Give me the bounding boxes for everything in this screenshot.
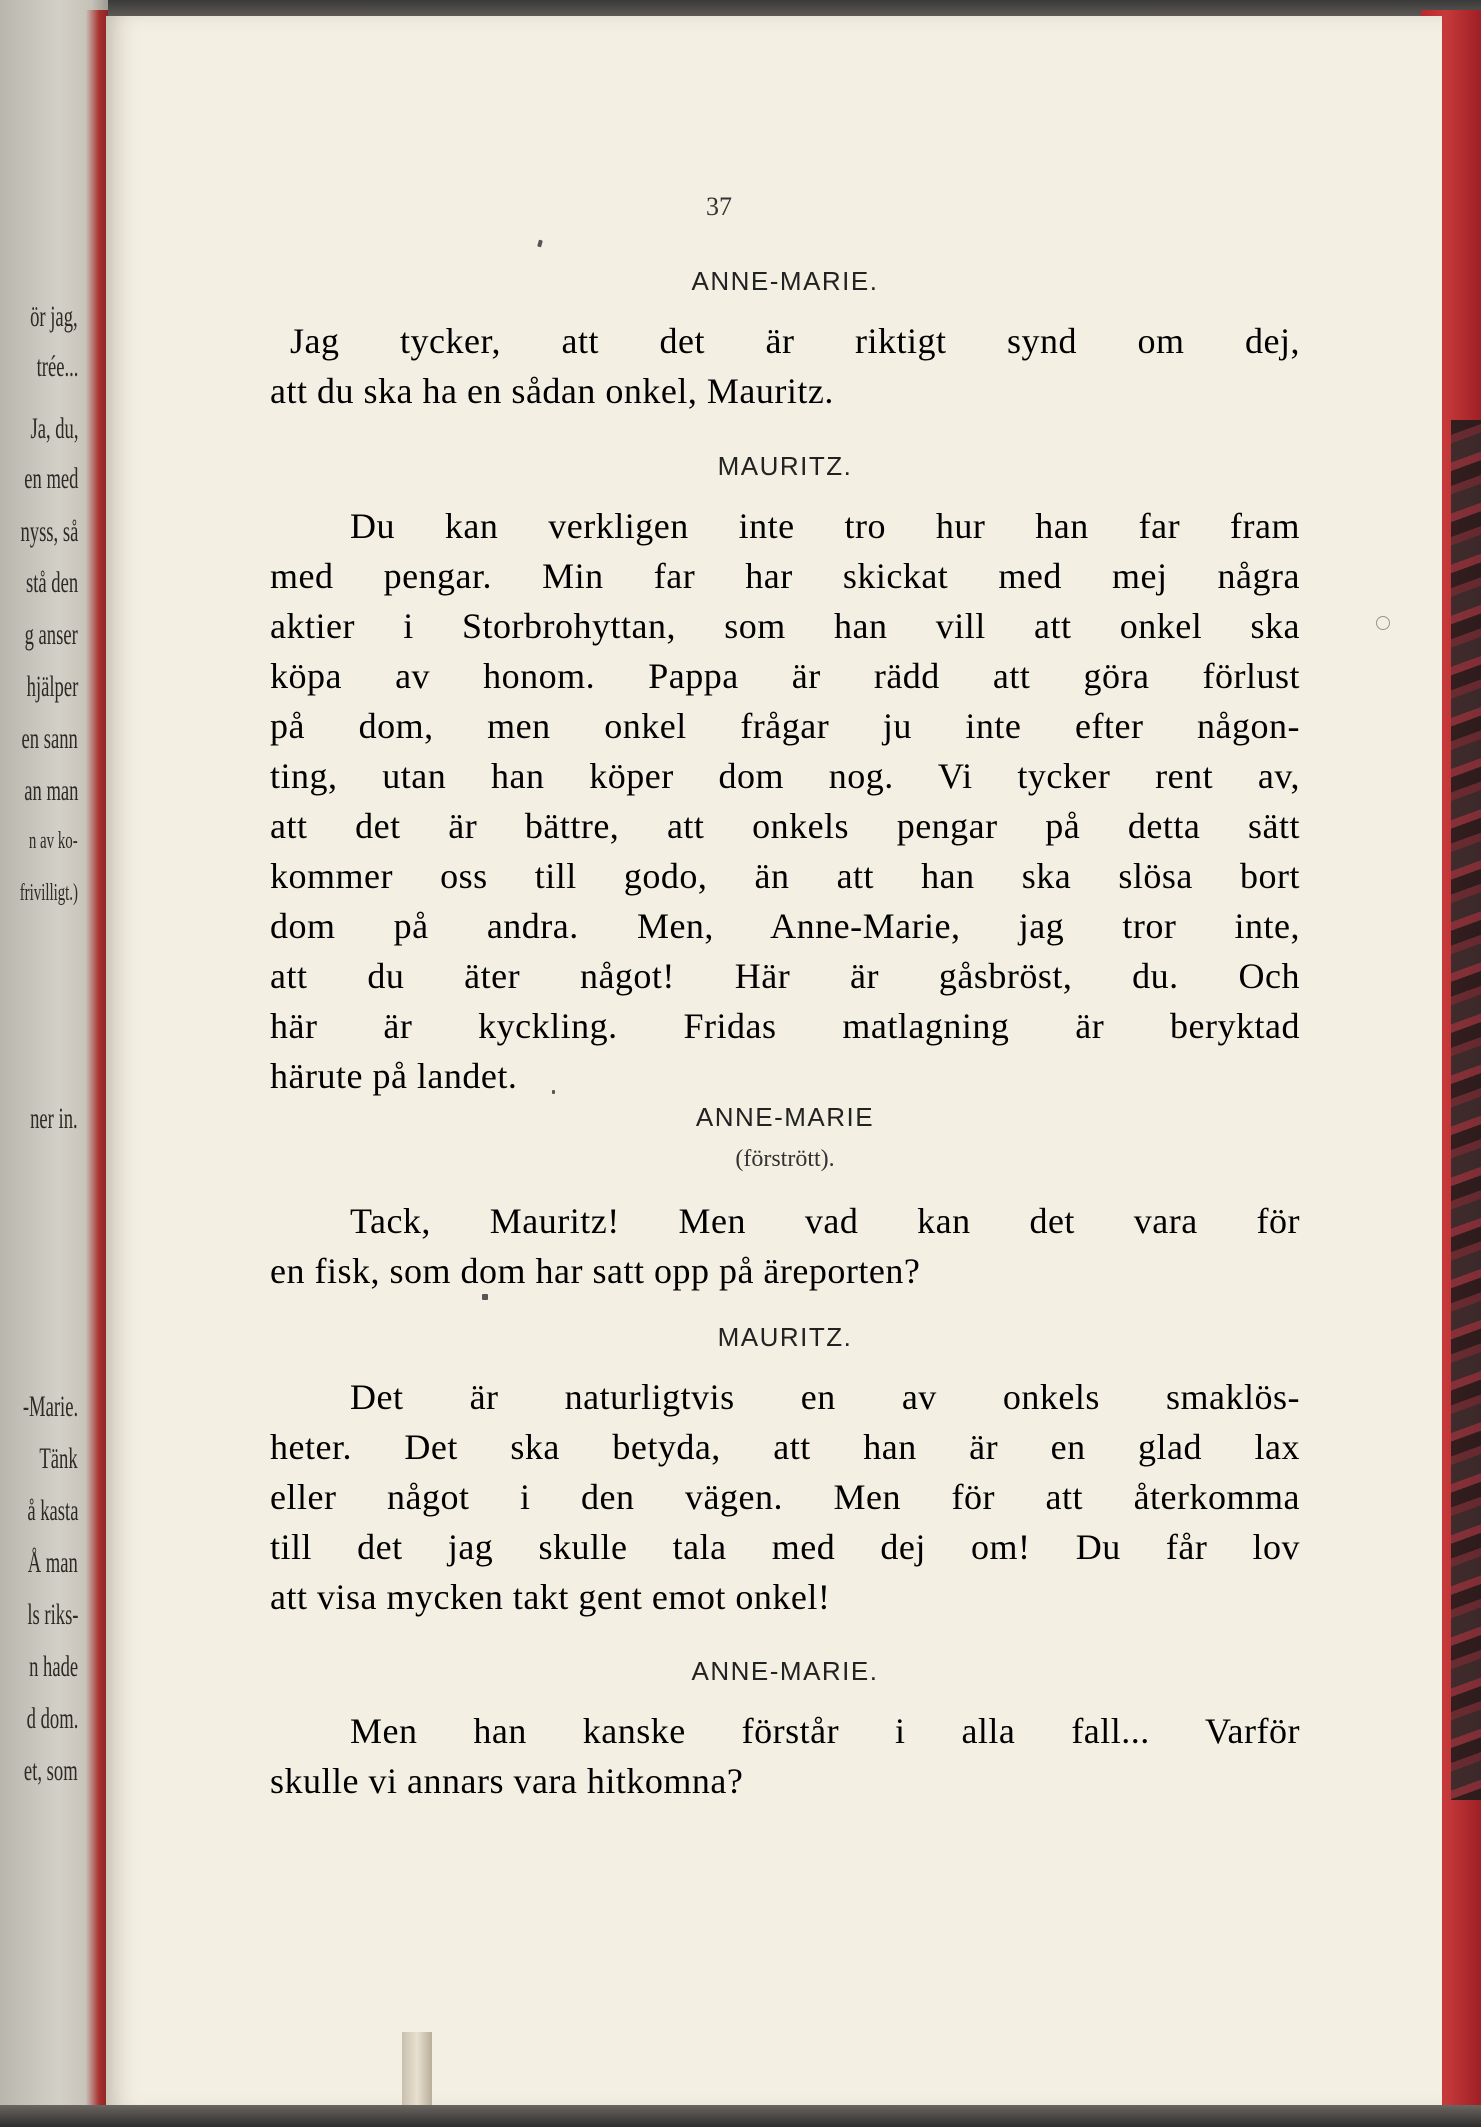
dialogue-line: Men han kanske förstår i alla fall... Varför: [350, 1711, 1300, 1751]
previous-page-fragment: trée...: [36, 350, 78, 383]
dialogue-line: skulle vi annars vara hitkomna?: [270, 1761, 744, 1801]
speaker-name: ANNE-MARIE: [695, 1102, 875, 1132]
dialogue-line: eller något i den vägen. Men för att återkomma: [270, 1477, 1300, 1517]
previous-page-fragment: en sann: [21, 722, 78, 755]
dialogue-line: aktier i Storbrohyttan, som han vill att onkel ska: [270, 606, 1300, 646]
dialogue-line: att du ska ha en sådan onkel, Mauritz.: [270, 371, 834, 411]
dialogue-line: till det jag skulle tala med dej om! Du får lov: [270, 1527, 1300, 1567]
paper-hole: [1376, 616, 1390, 630]
dialogue-line: en fisk, som dom har satt opp på äreporten?: [270, 1251, 921, 1291]
dialogue-line: Det är naturligtvis en av onkels smaklös-: [350, 1377, 1300, 1417]
ink-speck: [482, 1294, 488, 1300]
book-page: [106, 16, 1442, 2110]
previous-page-fragment: an man: [23, 774, 78, 807]
left-cover-edge: [86, 10, 108, 2120]
previous-page-fragment: ls riks-: [26, 1598, 78, 1631]
previous-page-fragment: n av ko-: [29, 828, 78, 854]
dialogue-line: heter. Det ska betyda, att han är en glad lax: [270, 1427, 1300, 1467]
dialogue-line: dom på andra. Men, Anne-Marie, jag tror inte,: [270, 906, 1300, 946]
dialogue-line: att det är bättre, att onkels pengar på detta sätt: [270, 806, 1300, 846]
previous-page-fragment: frivilligt.): [19, 880, 78, 906]
dialogue-line: här är kyckling. Fridas matlagning är beryktad: [270, 1006, 1300, 1046]
dialogue-line: kommer oss till godo, än att han ska slösa bort: [270, 856, 1300, 896]
stage-direction: (förstrött).: [735, 1146, 835, 1172]
dialogue-line: att du äter något! Här är gåsbröst, du. Och: [270, 956, 1300, 996]
dialogue-line: Du kan verkligen inte tro hur han far fram: [350, 506, 1300, 546]
previous-page-fragment: stå den: [25, 566, 78, 599]
previous-page-fragment: Å man: [27, 1546, 78, 1579]
dialogue-line: med pengar. Min far har skickat med mej några: [270, 556, 1300, 596]
dialogue-line: ting, utan han köper dom nog. Vi tycker rent av,: [270, 756, 1300, 796]
marbled-endpaper: [1451, 420, 1481, 1800]
previous-page-fragment: ner in.: [30, 1102, 78, 1135]
previous-page-fragment: n hade: [28, 1650, 78, 1683]
previous-page-fragment: nyss, så: [20, 515, 78, 548]
previous-page-fragment: Tänk: [39, 1442, 78, 1475]
previous-page-fragment: -Marie.: [22, 1390, 78, 1423]
speaker-name: MAURITZ.: [717, 1322, 853, 1352]
previous-page-fragment: et, som: [24, 1754, 78, 1787]
ink-speck: [537, 240, 543, 248]
previous-page-edge: [0, 0, 108, 2127]
dialogue-line: på dom, men onkel frågar ju inte efter någon-: [270, 706, 1300, 746]
dialogue-line: Tack, Mauritz! Men vad kan det vara för: [350, 1201, 1300, 1241]
dialogue-line: Jag tycker, att det är riktigt synd om dej,: [290, 321, 1300, 361]
previous-page-fragment: Ja, du,: [29, 412, 78, 445]
previous-page-fragment: hjälper: [26, 670, 78, 703]
speaker-name: MAURITZ.: [717, 451, 853, 481]
previous-page-fragment: g anser: [24, 618, 78, 651]
cover-bottom-edge: [0, 2105, 1481, 2127]
speaker-name: ANNE-MARIE.: [691, 266, 879, 296]
dialogue-line: köpa av honom. Pappa är rädd att göra förlust: [270, 656, 1300, 696]
page-number: 37: [706, 192, 732, 221]
previous-page-fragment: å kasta: [26, 1494, 78, 1527]
previous-page-fragment: ör jag,: [30, 300, 78, 333]
previous-page-fragment: d dom.: [26, 1702, 78, 1735]
ink-speck: [552, 1090, 555, 1094]
dialogue-line: att visa mycken takt gent emot onkel!: [270, 1577, 831, 1617]
dialogue-line: härute på landet.: [270, 1056, 518, 1096]
speaker-name: ANNE-MARIE.: [691, 1656, 879, 1686]
previous-page-fragment: en med: [23, 462, 78, 495]
